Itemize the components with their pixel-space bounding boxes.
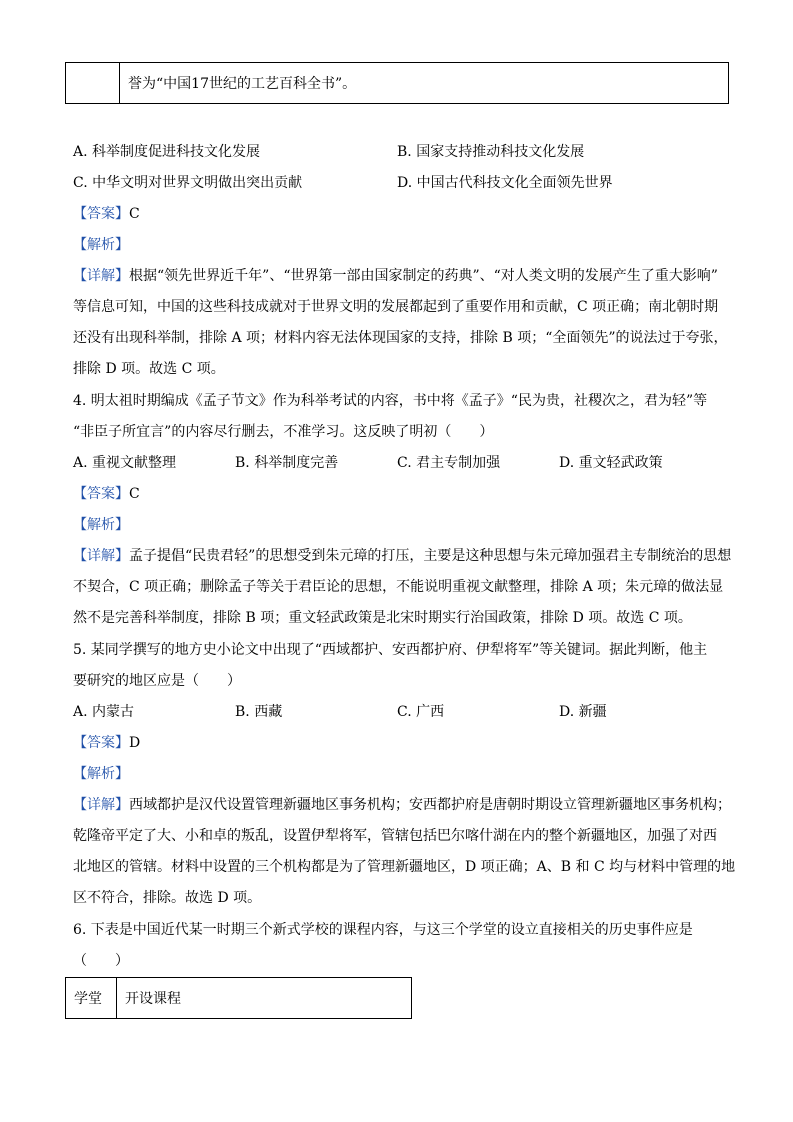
q3-option-b: B. 国家支持推动科技文化发展 bbox=[397, 144, 585, 160]
q5-detail-line-1 bbox=[73, 795, 731, 815]
q4-answer bbox=[73, 484, 140, 504]
q3-detail-line-4: 排除 D 项。故选 C 项。 bbox=[73, 361, 225, 377]
detail-text: 根据“领先世界近千年”、“世界第一部由国家制定的药典”、“对人类文明的发展产生了重大影响” bbox=[129, 268, 718, 284]
answer-value: C bbox=[129, 206, 140, 222]
q3-option-c: C. 中华文明对世界文明做出突出贡献 bbox=[73, 175, 303, 191]
answer-tag: 【答案】 bbox=[73, 735, 129, 751]
q3-detail-line-2: 等信息可知，中国的这些科技成就对于世界文明的发展都起到了重要作用和贡献，C 项正确；南北朝时期 bbox=[73, 299, 719, 315]
q3-option-d: D. 中国古代科技文化全面领先世界 bbox=[397, 175, 613, 191]
q5-answer bbox=[73, 733, 140, 753]
answer-tag: 【答案】 bbox=[73, 486, 129, 502]
answer-tag: 【答案】 bbox=[73, 206, 129, 222]
table-row bbox=[66, 978, 412, 1019]
q5-option-b: B. 西藏 bbox=[235, 704, 283, 720]
q4-option-b: B. 科举制度完善 bbox=[235, 455, 339, 471]
table-cell-right: 誉为“中国17世纪的工艺百科全书”。 bbox=[120, 63, 729, 104]
table-header-courses: 开设课程 bbox=[117, 978, 412, 1019]
q6-stem-line-2: （ ） bbox=[73, 953, 129, 969]
q6-table bbox=[65, 977, 412, 1019]
q4-stem-line-1: 4. 明太祖时期编成《孟子节文》作为科举考试的内容，书中将《孟子》“民为贵，社稷次之，君为轻”等 bbox=[73, 393, 708, 409]
q5-option-d: D. 新疆 bbox=[559, 704, 607, 720]
table-cell-left bbox=[66, 63, 120, 104]
detail-tag: 【详解】 bbox=[73, 268, 129, 284]
q6-stem-line-1: 6. 下表是中国近代某一时期三个新式学校的课程内容，与这三个学堂的设立直接相关的历史事件应是 bbox=[73, 922, 693, 938]
q5-option-c: C. 广西 bbox=[397, 704, 445, 720]
q3-detail-line-3: 还没有出现科举制，排除 A 项；材料内容无法体现国家的支持，排除 B 项；“全面领先”的说法过于夸张， bbox=[73, 330, 728, 346]
q4-analysis-tag: 【解析】 bbox=[73, 517, 129, 533]
q4-detail-line-3: 然不是完善科举制度，排除 B 项；重文轻武政策是北宋时期实行治国政策，排除 D 项。故选 C 项。 bbox=[73, 610, 692, 626]
detail-tag: 【详解】 bbox=[73, 797, 129, 813]
q5-stem-line-2: 要研究的地区应是（ ） bbox=[73, 673, 241, 689]
detail-text: 孟子提倡“民贵君轻”的思想受到朱元璋的打压，主要是这种思想与朱元璋加强君主专制统治的思想 bbox=[129, 548, 732, 564]
table-row bbox=[66, 63, 729, 104]
q4-detail-line-2: 不契合，C 项正确；删除孟子等关于君臣论的思想，不能说明重视文献整理，排除 A 项；朱元璋的做法显 bbox=[73, 579, 724, 595]
q4-stem-line-2: “非臣子所宜言”的内容尽行删去，不准学习。这反映了明初（ ） bbox=[73, 424, 494, 440]
q3-option-a: A. 科举制度促进科技文化发展 bbox=[73, 144, 261, 160]
q3-answer bbox=[73, 204, 140, 224]
q4-detail-line-1 bbox=[73, 546, 731, 566]
top-table bbox=[65, 62, 729, 104]
q3-detail-line-1 bbox=[73, 266, 718, 286]
q5-stem-line-1: 5. 某同学撰写的地方史小论文中出现了“西域都护、安西都护府、伊犁将军”等关键词。据此判断，他主 bbox=[73, 642, 708, 658]
detail-text: 西域都护是汉代设置管理新疆地区事务机构；安西都护府是唐朝时期设立管理新疆地区事务机构； bbox=[129, 797, 731, 813]
table-header-school: 学堂 bbox=[66, 978, 117, 1019]
q5-analysis-tag: 【解析】 bbox=[73, 766, 129, 782]
q4-option-a: A. 重视文献整理 bbox=[73, 455, 177, 471]
detail-tag: 【详解】 bbox=[73, 548, 129, 564]
q5-detail-line-3: 北地区的管辖。材料中设置的三个机构都是为了管理新疆地区，D 项正确；A、B 和 C 均与材料中管理的地 bbox=[73, 859, 736, 875]
q5-detail-line-4: 区不符合，排除。故选 D 项。 bbox=[73, 890, 262, 906]
answer-value: D bbox=[129, 735, 141, 751]
answer-value: C bbox=[129, 486, 140, 502]
q4-option-c: C. 君主专制加强 bbox=[397, 455, 501, 471]
q4-option-d: D. 重文轻武政策 bbox=[559, 455, 663, 471]
q5-detail-line-2: 乾隆帝平定了大、小和卓的叛乱，设置伊犁将军，管辖包括巴尔喀什湖在内的整个新疆地区，加强了对西 bbox=[73, 828, 717, 844]
q5-option-a: A. 内蒙古 bbox=[73, 704, 135, 720]
q3-analysis-tag: 【解析】 bbox=[73, 237, 129, 253]
